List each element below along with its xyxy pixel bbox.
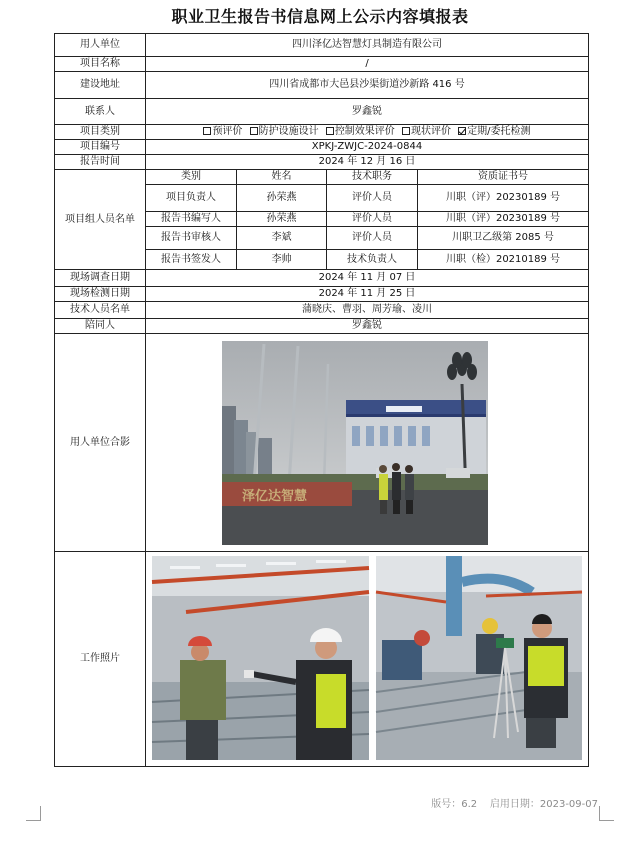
team-title: 评价人员 [327,227,418,250]
team-name: 孙荣燕 [237,185,327,212]
row-contact [55,99,589,125]
label-employer: 用人单位 [55,34,146,57]
row-project-name [55,57,589,72]
label-escort: 陪同人 [55,319,146,334]
disclosure-form-table [54,33,589,767]
team-header-cell: 类别 [146,170,237,185]
project-type-label: 现状评价 [411,126,451,138]
label-project-no: 项目编号 [55,140,146,155]
row-tech-staff [55,302,589,319]
label-site-address: 建设地址 [55,72,146,99]
footer [431,795,598,810]
team-title: 评价人员 [327,212,418,227]
value-site-address: 四川省成都市大邑县沙渠街道沙新路 416 号 [146,72,589,99]
label-tech-staff: 技术人员名单 [55,302,146,319]
checkbox-icon [326,127,334,135]
row-escort [55,319,589,334]
work-photo-cell [146,552,589,767]
team-name: 孙荣燕 [237,212,327,227]
team-name: 李斌 [237,227,327,250]
team-name: 李帅 [237,250,327,270]
team-cert: 川职（检）20210189 号 [418,250,589,270]
row-survey-date [55,270,589,287]
project-type-label: 防护设施设计 [258,126,319,138]
label-project-type: 项目类别 [55,125,146,140]
project-type-option[interactable] [458,126,530,137]
team-header-row [55,170,589,185]
project-type-option[interactable] [326,126,395,137]
team-title: 技术负责人 [327,250,418,270]
label-survey-date: 现场调查日期 [55,270,146,287]
row-site-address [55,72,589,99]
team-header-cell: 资质证书号 [418,170,589,185]
team-cert: 川职卫乙级第 2085 号 [418,227,589,250]
label-team-list: 项目组人员名单 [55,170,146,270]
version-value: 6.2 [461,799,478,810]
value-survey-date: 2024 年 11 月 07 日 [146,270,589,287]
crop-mark [599,806,614,821]
checkbox-icon [402,127,410,135]
team-cert: 川职（评）20230189 号 [418,212,589,227]
label-report-time: 报告时间 [55,155,146,170]
value-project-name: / [146,57,589,72]
group-photo-cell [146,334,589,552]
version-label: 版号： [431,799,462,810]
team-role: 报告书编写人 [146,212,237,227]
work-photo-right [376,556,582,760]
photo-sign-text: 泽亿达智慧 [242,489,308,504]
group-photo [222,341,488,545]
label-contact: 联系人 [55,99,146,125]
date-value: 2023-09-07 [539,799,598,810]
label-project-name: 项目名称 [55,57,146,72]
label-group-photo: 用人单位合影 [55,334,146,552]
label-test-date: 现场检测日期 [55,287,146,302]
row-project-type [55,125,589,140]
row-project-no [55,140,589,155]
value-escort: 罗鑫锐 [146,319,589,334]
value-test-date: 2024 年 11 月 25 日 [146,287,589,302]
project-type-label: 预评价 [212,126,243,138]
crop-mark [26,806,41,821]
value-tech-staff: 蒲晓庆、曹羽、周芳瑜、凌川 [146,302,589,319]
value-report-time: 2024 年 12 月 16 日 [146,155,589,170]
team-title: 评价人员 [327,185,418,212]
project-type-label: 控制效果评价 [334,126,395,138]
row-group-photo [55,334,589,552]
team-cert: 川职（评）20230189 号 [418,185,589,212]
project-type-option[interactable] [203,126,242,137]
checkbox-checked-icon [458,127,466,135]
team-role: 报告书审核人 [146,227,237,250]
row-test-date [55,287,589,302]
checkbox-icon [203,127,211,135]
project-type-option[interactable] [402,126,451,137]
value-employer: 四川泽亿达智慧灯具制造有限公司 [146,34,589,57]
team-header-cell: 技术职务 [327,170,418,185]
team-header-cell: 姓名 [237,170,327,185]
work-photo-canvas [146,552,589,766]
row-report-time [55,155,589,170]
value-project-no: XPKJ-ZWJC-2024-0844 [146,140,589,155]
project-type-label: 定期/委托检测 [467,126,531,138]
project-type-option[interactable] [250,126,319,137]
people-silhouettes [379,463,414,514]
row-work-photo [55,552,589,767]
row-employer [55,34,589,57]
checkbox-icon [250,127,258,135]
team-role: 报告书签发人 [146,250,237,270]
team-role: 项目负责人 [146,185,237,212]
work-photo-left [152,556,369,760]
date-label: 启用日期： [489,799,540,810]
group-photo-canvas [146,334,589,551]
label-work-photo: 工作照片 [55,552,146,767]
project-type-options [146,125,589,140]
page-title: 职业卫生报告书信息网上公示内容填报表 [171,7,469,26]
value-contact: 罗鑫锐 [146,99,589,125]
